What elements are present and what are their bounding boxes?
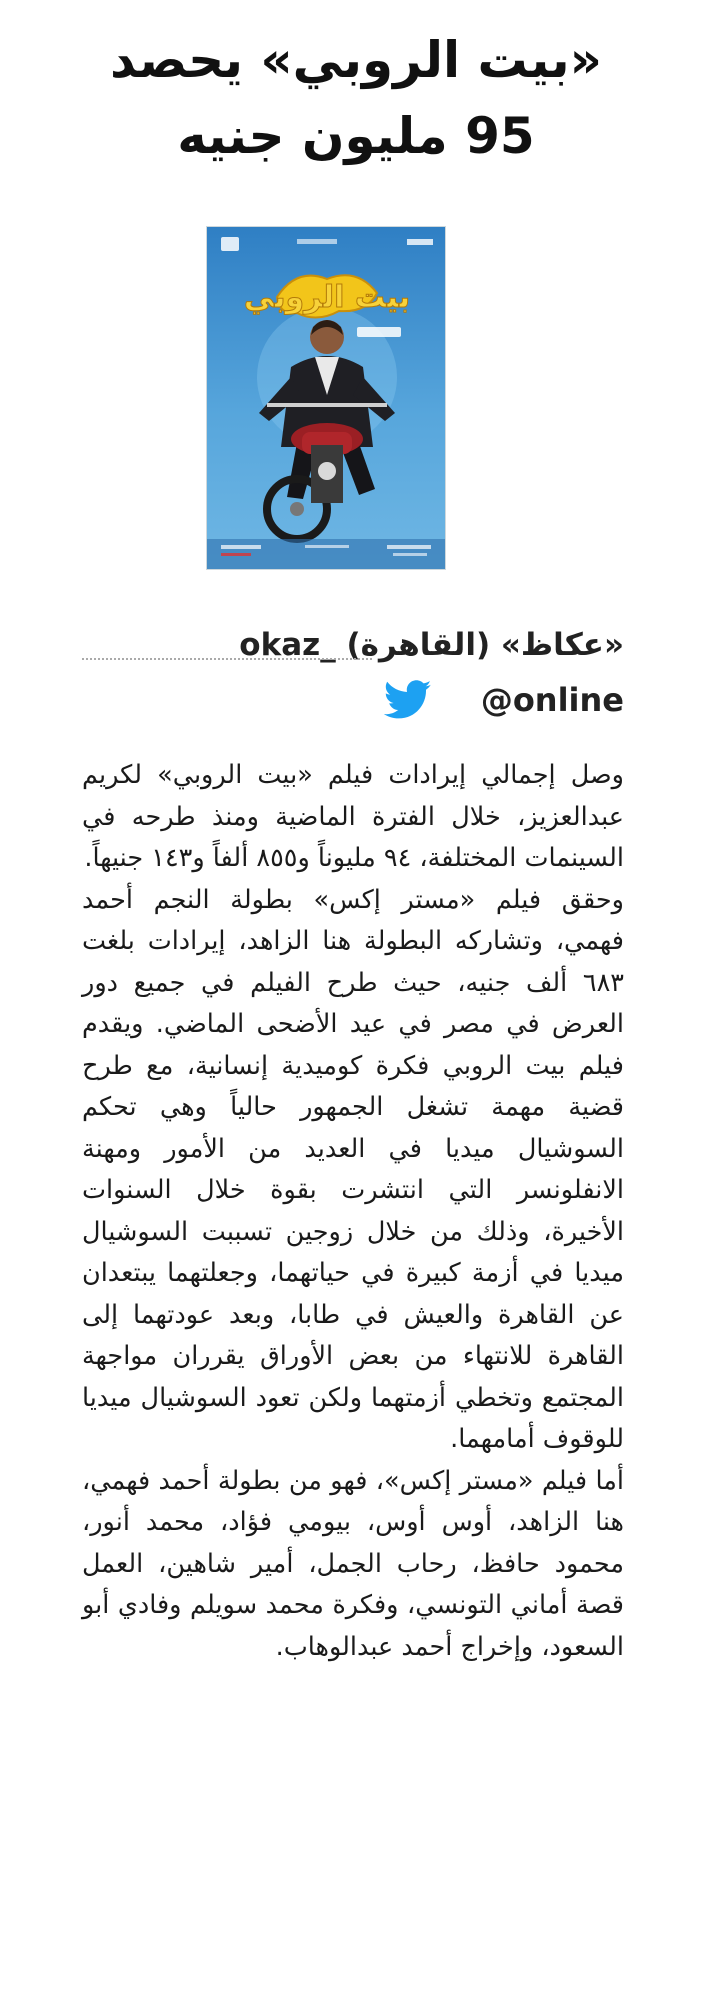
headline-line-1: «بيت الروبي» يحصد — [110, 31, 602, 89]
article-byline: «عكاظ» (القاهرة) _okaz — [239, 627, 624, 663]
article-body — [82, 755, 624, 1668]
twitter-handle: @online — [480, 681, 624, 719]
article-headline — [0, 22, 712, 174]
article-paragraph-2: وحقق فيلم «مستر إكس» بطولة النجم أحمد فهمي، وتشاركه البطولة هنا الزاهد، إيرادات بلغت ٦٨٣ ألف جنيه، حيث طرح الفيلم في جميع دور العرض في مصر في عيد الأضحى الماضي. ويقدم فيلم بيت الروبي فكرة كوميدية إنسانية، مع طرح قضية مهمة تشغل الجمهور حالياً وهي تحكم السوشيال ميديا في العديد من الأمور ومهنة الانفلونسر التي انتشرت بقوة خلال السنوات الأخيرة، وذلك من خلال زوجين تسببت السوشيال ميديا في أزمة كبيرة في حياتهما، وجعلتهما يبتعدان عن القاهرة والعيش في طابا، وبعد عودتهما إلى القاهرة للانتهاء من بعض الأوراق يقرران مواجهة المجتمع وتخطي أزمتهما ولكن تعود السوشيال ميديا للوقوف أمامهما. — [82, 884, 624, 1454]
twitter-handle-row — [370, 678, 624, 722]
movie-poster-illustration — [207, 227, 445, 569]
byline-divider — [82, 658, 372, 660]
article-paragraph-1: وصل إجمالي إيرادات فيلم «بيت الروبي» لكريم عبدالعزيز، خلال الفترة الماضية ومنذ طرحه في السينمات المختلفة، ٩٤ مليوناً و٨٥٥ ألفاً و١٤٣ جنيهاً. — [82, 760, 624, 873]
article-paragraph-3: أما فيلم «مستر إكس»، فهو من بطولة أحمد فهمي، هنا الزاهد، أوس أوس، بيومي فؤاد، محمد أنور، محمود حافظ، رحاب الجمل، أمير شاهين، العمل قصة أماني التونسي، وفكرة محمد سويلم وفادي أبو السعود، وإخراج أحمد عبدالوهاب. — [82, 1465, 624, 1662]
movie-poster-image — [206, 226, 446, 570]
twitter-bird-icon — [382, 680, 434, 720]
poster-title: بيت الروبي — [243, 280, 411, 315]
headline-line-2: 95 مليون جنيه — [177, 107, 535, 165]
